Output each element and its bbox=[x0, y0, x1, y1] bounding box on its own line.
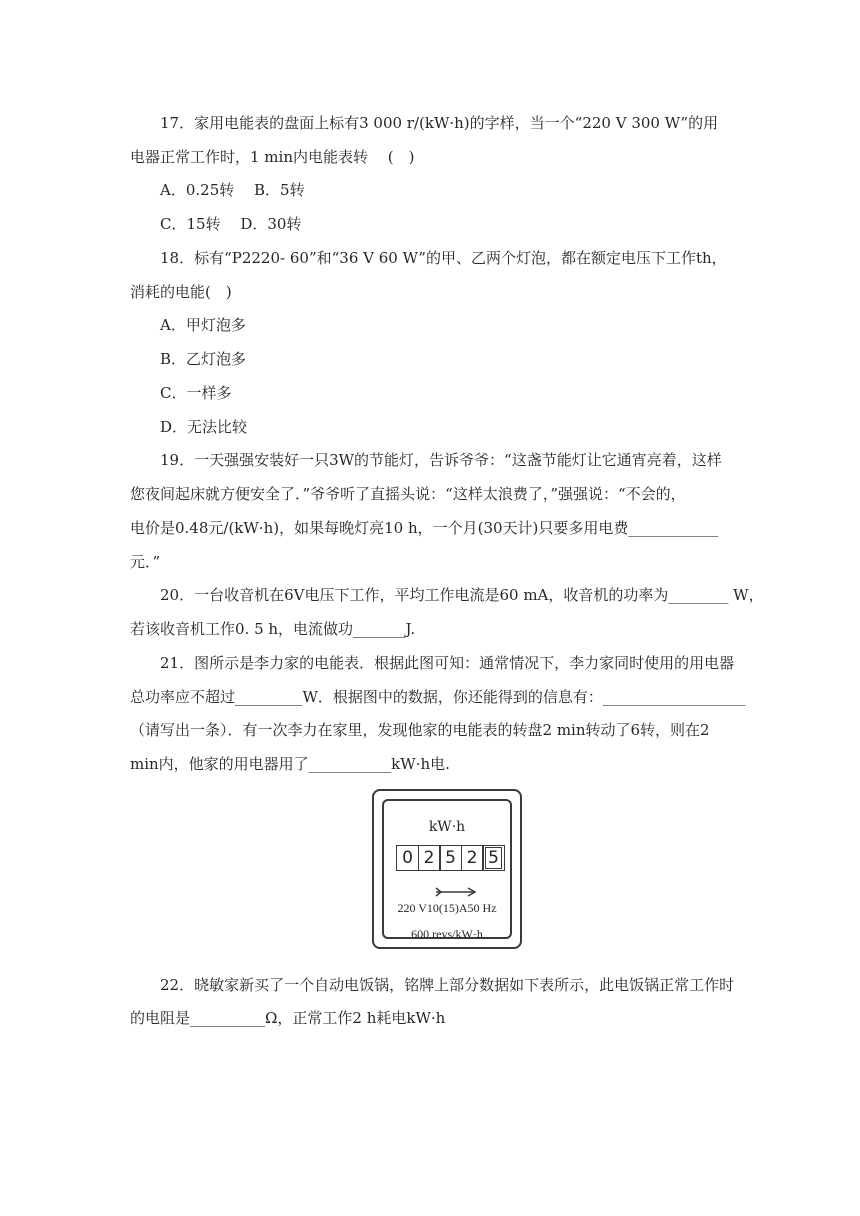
q21-line-3: （请写出一条）．有一次李力在家里，发现他家的电能表的转盘2 min转动了6转，则在2 bbox=[130, 721, 710, 739]
meter-digit: 2 bbox=[461, 845, 484, 871]
meter-digit-decimal-value: 5 bbox=[485, 847, 502, 869]
q17-option-cd: C．15转 D．30转 bbox=[160, 215, 302, 233]
meter-unit-label: kW·h bbox=[428, 819, 466, 835]
q18-option-d: D．无法比较 bbox=[160, 418, 248, 436]
q18-option-a: A．甲灯泡多 bbox=[160, 316, 246, 334]
meter-constant-label: 600 revs/kW·h bbox=[411, 927, 483, 941]
meter-digit-display bbox=[396, 845, 505, 871]
meter-digit: 0 bbox=[396, 845, 419, 871]
q17-line-2: 电器正常工作时，1 min内电能表转 ( ) bbox=[130, 148, 415, 166]
meter-digit: 5 bbox=[439, 845, 462, 871]
meter-rating-label: 220 V10(15)A50 Hz bbox=[397, 901, 497, 915]
q22-line-1: 22．晓敏家新买了一个自动电饭锅，铭牌上部分数据如下表所示，此电饭锅正常工作时 bbox=[160, 976, 735, 994]
q20-line-2: 若该收音机工作0. 5 h，电流做功_______J. bbox=[130, 620, 416, 638]
q18-line-1: 18．标有“P2220- 60”和“36 V 60 W”的甲、乙两个灯泡，都在额定电压下工作th， bbox=[160, 249, 727, 267]
q17-option-ab: A．0.25转 B．5转 bbox=[160, 181, 305, 199]
electric-meter-figure bbox=[372, 789, 522, 949]
q21-line-1: 21．图所示是李力家的电能表．根据此图可知：通常情况下，李力家同时使用的用电器 bbox=[160, 654, 735, 672]
q18-option-c: C．一样多 bbox=[160, 384, 232, 402]
meter-face bbox=[382, 799, 512, 939]
q21-line-2: 总功率应不超过_________W．根据图中的数据，你还能得到的信息有：___________________ bbox=[130, 688, 746, 706]
q18-option-b: B．乙灯泡多 bbox=[160, 350, 247, 368]
q19-line-1: 19．一天强强安装好一只3W的节能灯，告诉爷爷：“这盏节能灯让它通宵亮着，这样 bbox=[160, 451, 722, 469]
q19-line-2: 您夜间起床就方便安全了．”爷爷听了直摇头说：“这样太浪费了，”强强说：“不会的， bbox=[130, 485, 686, 503]
rotation-arrow-icon bbox=[434, 887, 478, 897]
q17-line-1: 17．家用电能表的盘面上标有3 000 r/(kW·h)的字样，当一个“220 V 300 W”的用 bbox=[160, 114, 719, 132]
q19-line-4: 元．” bbox=[130, 553, 161, 571]
meter-decimal-digit bbox=[482, 845, 505, 871]
q20-line-1: 20．一台收音机在6V电压下工作，平均工作电流是60 mA，收音机的功率为________ W， bbox=[160, 586, 764, 604]
meter-digit: 2 bbox=[418, 845, 441, 871]
q21-line-4: min内，他家的用电器用了___________kW·h电. bbox=[130, 755, 450, 773]
q22-line-2: 的电阻是__________Ω，正常工作2 h耗电kW·h bbox=[130, 1009, 446, 1027]
q19-line-3: 电价是0.48元/(kW·h)，如果每晚灯亮10 h，一个月(30天计)只要多用电费____________ bbox=[130, 519, 719, 537]
q18-line-2: 消耗的电能( ) bbox=[130, 283, 232, 301]
